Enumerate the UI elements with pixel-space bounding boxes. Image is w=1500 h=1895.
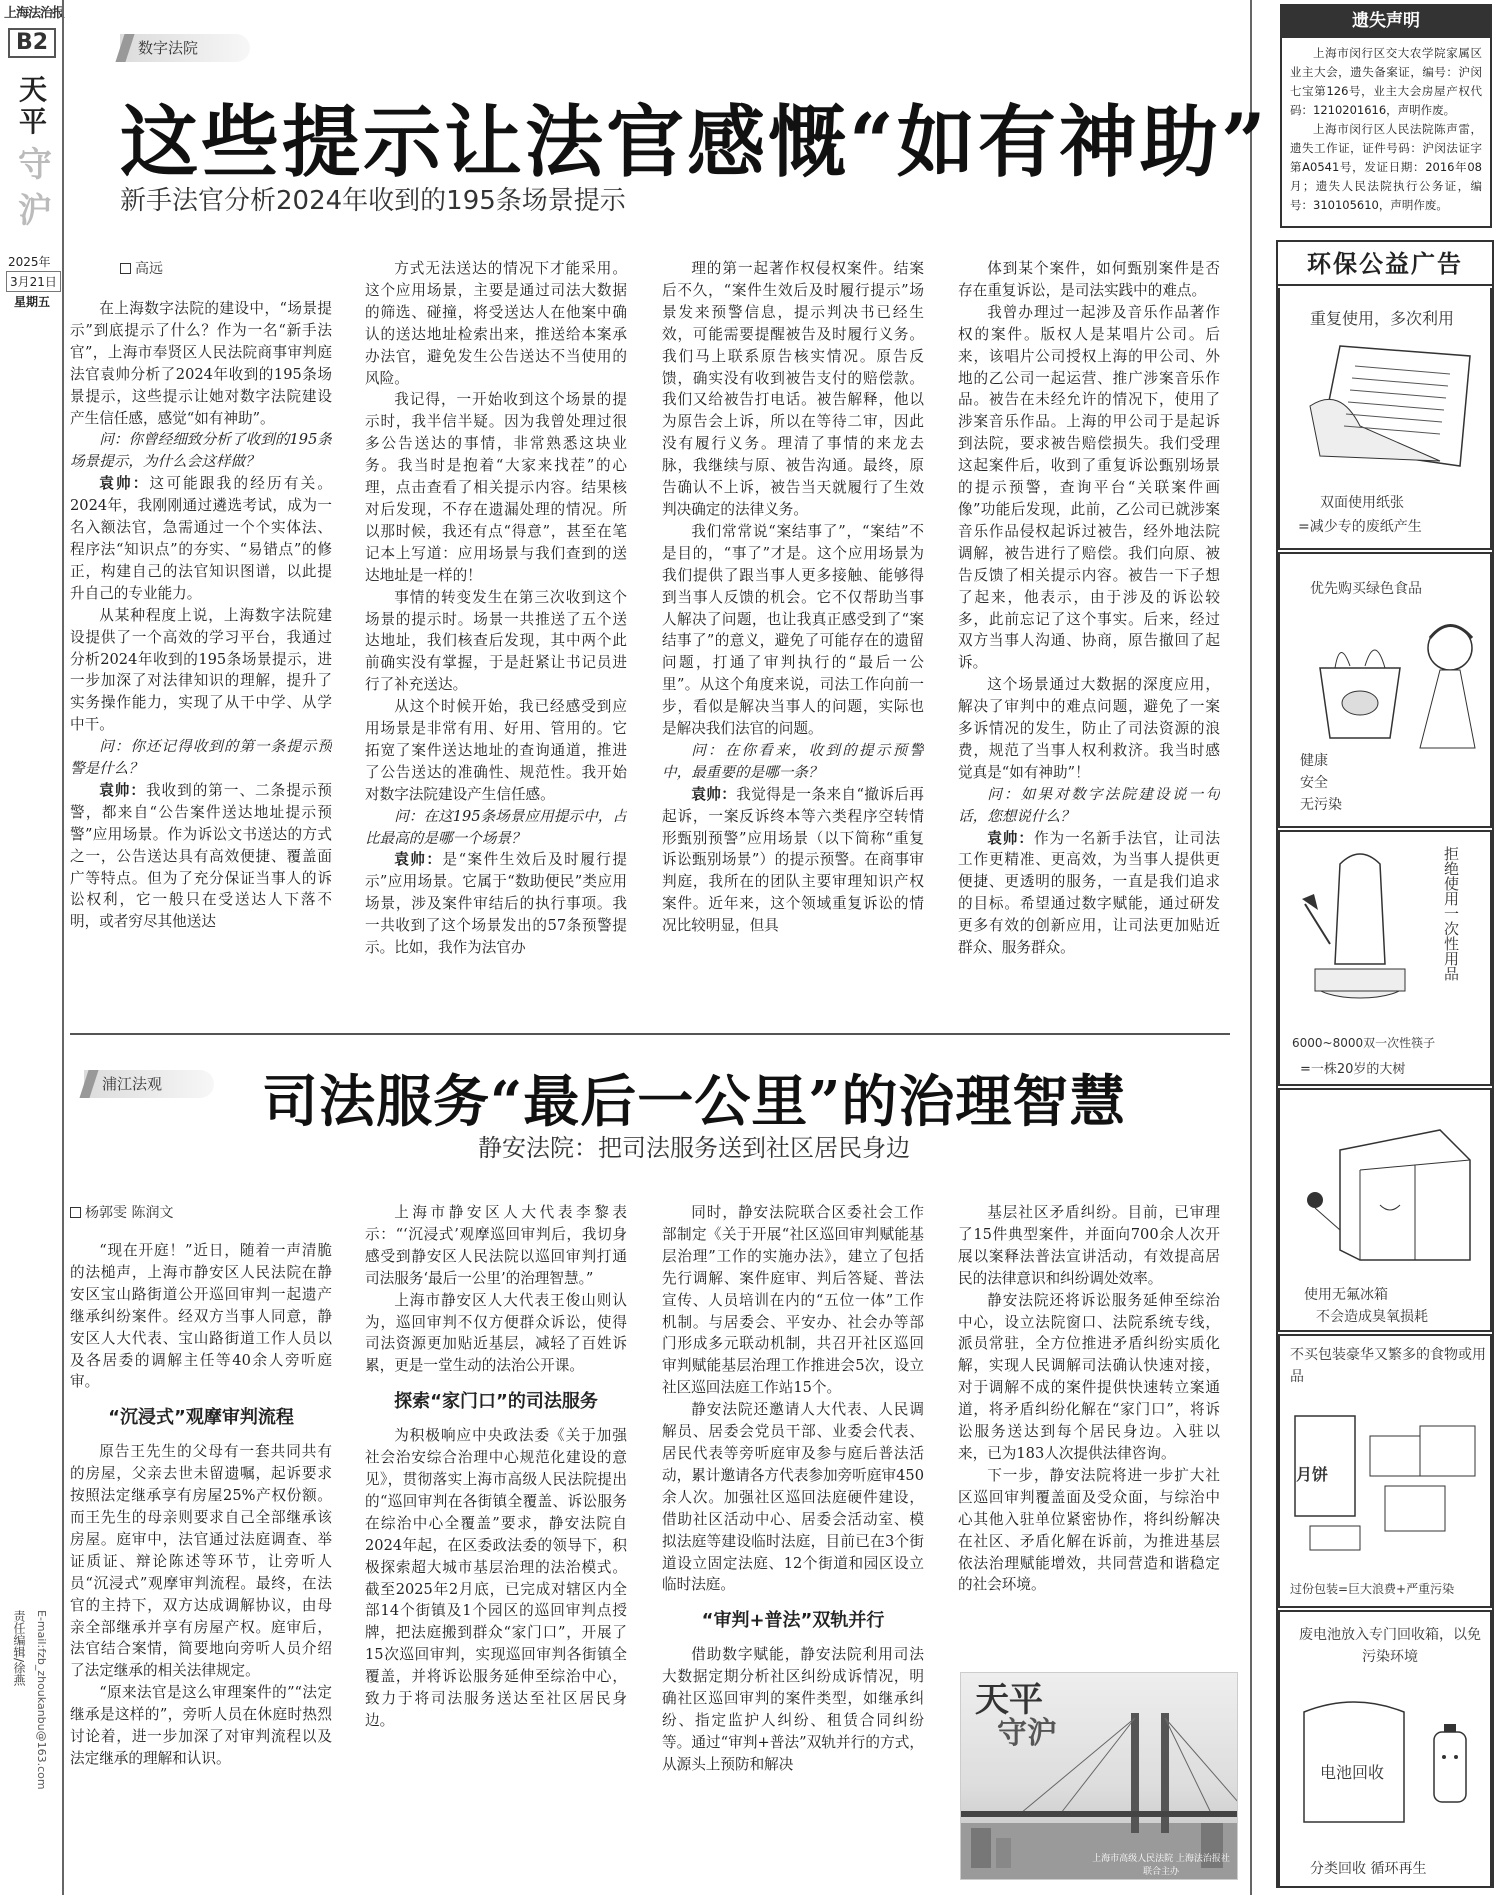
ad-panel-2-line-a: 健康 <box>1300 753 1328 769</box>
article2-column-3 <box>662 1202 924 1886</box>
paragraph: 静安法院还将诉讼服务延伸至综治中心，设立法院窗口、法院系统专线，派员常驻，全方位推进矛盾纠纷实质化解，实现人民调解司法确认快速对接，对于调解不成的案件提供快速转立案通道，将矛盾纠纷化解在“家门口”，将诉讼服务送达到每个居民身边。入驻以来，已为183人次提供法律咨询。 <box>958 1291 1220 1462</box>
article1-column-1 <box>70 298 332 1010</box>
paragraph: 上海市静安区人大代表李黎表示：“‘沉浸式’观摩巡回审判后，我切身感受到静安区人民法院以巡回审判打通司法服务‘最后一公里’的治理智慧。” <box>365 1204 627 1287</box>
ad-panel-3-heading: 拒绝使用一次性用品 <box>1442 846 1460 981</box>
fridge-icon <box>1300 1110 1480 1270</box>
ad-panel-6-caption: 分类回收 循环再生 <box>1310 1861 1427 1877</box>
issue-weekday: 星期五 <box>14 295 51 309</box>
paragraph: 基层社区矛盾纠纷。目前，已审理了15件典型案件，并面向700余人次开展以案释法普法宣讲活动，有效提高居民的法律意识和纠纷调处效率。 <box>958 1204 1220 1287</box>
article2-authors: 杨郭雯 陈润文 <box>85 1205 174 1221</box>
answer: 袁帅：是“案件生效后及时履行提示”应用场景。它属于“数助便民”类应用场景，涉及案件审结后的执行事项。我一共收到了这个场景发出的57条预警提示。比如，我作为法官办 <box>365 851 627 957</box>
question: 问：你曾经细致分析了收到的195条场景提示，为什么会这样做？ <box>70 431 332 471</box>
shopping-girl-icon <box>1310 608 1480 758</box>
paragraph: 这个场景通过大数据的深度应用，解决了审判中的难点问题，避免了一案多诉情况的发生，防止了司法资源的浪费，规范了当事人权利救济。我当时感觉真是“如有神助”！ <box>958 676 1220 781</box>
answer: 袁帅：我觉得是一条来自“撤诉后再起诉，一案反诉终本等六类程序空转情形甄别预警”应用场景（以下简称“重复诉讼甄别场景”）的提示预警。在商事审判庭，我所在的团队主要审理知识产权案件。近年来，这个领域重复诉讼的情况比较明显，但具 <box>662 785 924 935</box>
paragraph: 事情的转变发生在第三次收到这个场景的提示时。场景一共推送了五个送达地址，我们核查后发现，其中两个此前确实没有掌握，于是赶紧让书记员进行了补充送达。 <box>365 588 627 694</box>
paragraph: “现在开庭！”近日，随着一声清脆的法槌声，上海市静安区人民法院在静安区宝山路街道公开巡回审判一起遗产继承纠纷案件。经双方当事人同意，静安区人大代表、宝山路街道工作人员以及各居委的调解主任等40余人旁听庭审。 <box>70 1242 332 1391</box>
article1-column-2 <box>365 258 627 1010</box>
byline-box-icon <box>120 263 131 274</box>
tree-stump-icon <box>1300 844 1420 1024</box>
ad-panel-1-caption-a: 双面使用纸张 <box>1320 495 1404 511</box>
ad-panel-2-line-c: 无污染 <box>1300 797 1342 813</box>
answer: 袁帅：作为一名新手法官，让司法工作更精准、更高效，为当事人提供更便捷、更透明的服务，一直是我们追求的目标。希望通过数字赋能，通过研发更多有效的创新应用，让司法更加贴近群众、服务群众。 <box>958 829 1220 957</box>
paragraph: “原来法官是这么审理案件的”“法定继承是这样的”，旁听人员在休庭时热烈讨论着，进一步加深了对审判流程以及法定继承的理解和认识。 <box>70 1684 332 1767</box>
photo-logo-a: 天平 <box>975 1680 1043 1720</box>
paper-sheet-icon <box>1300 336 1480 486</box>
ad-panel-5-heading: 不买包装豪华又繁多的食物或用品 <box>1290 1347 1486 1385</box>
bridge-photo <box>960 1672 1238 1880</box>
section-title-a: 天平 <box>18 73 47 138</box>
article2-headline: 司法服务“最后一公里”的治理智慧 <box>262 1069 1127 1135</box>
paragraph: 为积极响应中央政法委《关于加强社会治安综合治理中心规范化建设的意见》，贯彻落实上海市高级人民法院提出的“巡回审判在各街镇全覆盖、诉讼服务在综治中心全覆盖”要求，静安法院自2024年起，在区委政法委的领导下，积极探索超大城市基层治理的法治模式。截至2025年2月底，已完成对辖区内全部14个街镇及1个园区的巡回审判点授牌，把法庭搬到群众“家门口”，开展了15次巡回审判，实现巡回审判各街镇全覆盖，并将诉讼服务延伸至综治中心，致力于将司法服务送达至社区居民身边。 <box>365 1427 627 1729</box>
paragraph: 方式无法送达的情况下才能采用。这个应用场景，主要是通过司法大数据的筛选、碰撞，将受送达人在他案中确认的送达地址检索出来，推送给本案承办法官，避免发生公告送达不当使用的风险。 <box>365 260 627 387</box>
page-number: B2 <box>8 28 56 58</box>
article1-column-3 <box>662 258 924 1010</box>
paragraph: 我记得，一开始收到这个场景的提示时，我半信半疑。因为我曾处理过很多公告送达的事情，非常熟悉这块业务。我当时是抱着“大家来找茬”的心理，点击查看了相关提示内容。结果核对后发现，不存在遗漏处理的情况。所以那时候，我还有点“得意”，甚至在笔记本上写道：应用场景与我们查到的送达地址是一样的！ <box>365 391 627 584</box>
question: 问：在你看来，收到的提示预警中，最重要的是哪一条？ <box>662 741 924 781</box>
ad-panel-6-heading: 废电池放入专门回收箱，以免污染环境 <box>1299 1627 1481 1665</box>
paragraph: 上海市静安区人大代表王俊山则认为，巡回审判不仅方便群众诉讼，使得司法资源更加贴近基层，减轻了百姓诉累，更是一堂生动的法治公开课。 <box>365 1291 627 1375</box>
question: 问：你还记得收到的第一条提示预警是什么？ <box>70 738 332 778</box>
ad-panel-battery <box>1278 1610 1492 1888</box>
article2-kicker <box>84 1070 214 1098</box>
photo-caption: 上海市高级人民法院 上海法治报社 联合主办 <box>1092 1854 1230 1877</box>
notice-item: 上海市闵行区交大农学院家属区业主大会，遗失备案证，编号：沪闵七宝第126号，业主大会房屋产权代码：1210201616，声明作废。 <box>1290 46 1482 117</box>
paragraph: 从这个时候开始，我已经感受到应用场景是非常有用、好用、管用的。它拓宽了案件送达地址的查询通道，推进了公告送达的准确性、规范性。我开始对数字法院建设产生信任感。 <box>365 698 627 803</box>
ad-panel-4-caption: 不会造成臭氧损耗 <box>1316 1309 1428 1325</box>
paragraph: 我们常常说“案结事了”，“案结”不是目的，“事了”才是。这个应用场景为我们提供了跟当事人更多接触、能够得到当事人反馈的机会。它不仅帮助当事人解决了问题，也让我真正感受到了“案结事了”的意义，避免了可能存在的遗留问题，打通了审判执行的“最后一公里”。从这个角度来说，司法工作向前一步，看似是解决当事人的问题，实际也是解决我们法官的问题。 <box>662 522 924 738</box>
paragraph: 下一步，静安法院将进一步扩大社区巡回审判覆盖面及受众面，与综治中心其他入驻单位紧密协作，将纠纷解决在社区、矛盾化解在诉前，为推进基层依法治理赋能增效，共同营造和谐稳定的社会环境。 <box>958 1466 1220 1594</box>
article2-column-2 <box>365 1202 627 1886</box>
section-title-b: 守沪 <box>18 145 52 231</box>
notice-item: 上海市闵行区人民法院陈声雷，遗失工作证，证件号码：沪闵法证字第A0541号，发证日期：2016年08月；遗失人民法院执行公务证，编号：310105610，声明作废。 <box>1290 122 1482 212</box>
subheading: “沉浸式”观摩审判流程 <box>108 1407 294 1429</box>
editor-credit: 责任编辑/徐燕 <box>12 1610 26 1687</box>
article2-kicker-text: 浦江法观 <box>102 1075 163 1093</box>
article1-author: 高远 <box>135 261 163 277</box>
paragraph: 借助数字赋能，静安法院利用司法大数据定期分析社区纠纷成诉情况，明确社区巡回审判的案件类型，如继承纠纷、指定监护人纠纷、租赁合同纠纷等。通过“审判+普法”双轨并行的方式，从源头上预防和解决 <box>662 1646 924 1773</box>
ad-panel-4-heading: 使用无氟冰箱 <box>1304 1287 1388 1303</box>
article2-byline <box>70 1202 173 1222</box>
ad-panel-3-caption-b: =一株20岁的大树 <box>1300 1062 1406 1077</box>
lost-notice <box>1280 38 1492 228</box>
ad-panel-2-line-b: 安全 <box>1300 775 1328 791</box>
article2-subhead: 静安法院：把司法服务送到社区居民身边 <box>478 1134 910 1162</box>
article2-column-1 <box>70 1240 332 1886</box>
ad-panel-6-bin-label: 电池回收 <box>1320 1763 1385 1782</box>
ad-panel-5-label: 月饼 <box>1296 1465 1329 1484</box>
answer: 袁帅：我收到的第一、二条提示预警，都来自“公告案件送达地址提示预警”应用场景。作为诉讼文书送达的方式之一，公告送达具有高效便捷、覆盖面广等特点。但为了充分保证当事人的诉讼权利，它一般只在受送达人下落不明，或者穷尽其他送达 <box>70 781 332 931</box>
ad-panel-2-heading: 优先购买绿色食品 <box>1310 581 1422 597</box>
notice-title: 遗失声明 <box>1280 4 1492 38</box>
article1-kicker-text: 数字法院 <box>138 39 199 57</box>
paragraph: 我曾办理过一起涉及音乐作品著作权的案件。版权人是某唱片公司。后来，该唱片公司授权上海的甲公司、外地的乙公司一起运营、推广涉案音乐作品。被告在未经允许的情况下，使用了涉案音乐作品。上海的甲公司于是起诉到法院，要求被告赔偿损失。我们受理这起案件后，收到了重复诉讼甄别场景的提示预警，查询平台“关联案件画像”功能后发现，此前，乙公司已就涉案音乐作品侵权起诉过被告，经外地法院调解，被告进行了赔偿。我们向原、被告反馈了相关提示内容。被告一下子想了起来，他表示，由于涉及的诉讼较多，此前忘记了这个事实。后来，经过双方当事人沟通、协商，原告撤回了起诉。 <box>958 303 1220 672</box>
article1-column-4 <box>958 258 1220 1010</box>
article2-column-4 <box>958 1202 1220 1662</box>
byline-box-icon <box>70 1207 81 1218</box>
ad-panel-paper <box>1278 288 1492 550</box>
ad-panel-packaging <box>1278 1334 1492 1608</box>
paragraph: 同时，静安法院联合区委社会工作部制定《关于开展“社区巡回审判赋能基层治理”工作的实施办法》，建立了包括先行调解、案件庭审、判后答疑、普法宣传、人员培训在内的“五位一体”工作机制。与居委会、平安办、社会办等部门形成多元联动机制，共召开社区巡回审判赋能基层治理工作推进会5次，设立社区巡回法庭工作站15个。 <box>662 1204 924 1397</box>
question: 问：在这195条场景应用提示中，占比最高的是哪一个场景？ <box>365 807 627 847</box>
answer: 袁帅：这可能跟我的经历有关。2024年，我刚刚通过遴选考试，成为一名入额法官，急需通过一个个实体法、程序法“知识点”的夯实、“易错点”的修正，构建自己的法官知识图谱，以此提升自己的专业能力。 <box>70 475 332 602</box>
article1-kicker <box>120 34 250 62</box>
paragraph: 理的第一起著作权侵权案件。结案后不久，“案件生效后及时履行提示”场景发来预警信息，提示判决书已经生效，可能需要提醒被告及时履行义务。我们马上联系原告核实情况。原告反馈，确实没有收到被告支付的赔偿款。我们又给被告打电话。被告解释，他以为原告会上诉，所以在等待二审，因此没有履行义务。理清了事情的来龙去脉，我继续与原、被告沟通。最终，原告确认不上诉，被告当天就履行了生效判决确定的法律义务。 <box>662 260 924 518</box>
article1-byline <box>120 258 163 278</box>
ad-panel-fridge <box>1278 1088 1492 1332</box>
ad-panel-chopsticks <box>1278 830 1492 1086</box>
ad-panel-food <box>1278 552 1492 828</box>
page-margin <box>0 0 70 1895</box>
paragraph: 从某种程度上说，上海数字法院建设提供了一个高效的学习平台，我通过分析2024年收到的195条场景提示，进一步加深了对法律知识的理解，提升了实务操作能力，实现了从干中学、从学中干。 <box>70 606 332 734</box>
paragraph: 原告王先生的父母有一套共同共有的房屋，父亲去世未留遗嘱，起诉要求按照法定继承享有房屋25%产权份额。而王先生的母亲则要求自己全部继承该房屋。庭审中，法官通过法庭调查、举证质证、辩论陈述等环节，让旁听人员“沉浸式”观摩审判流程。最终，在法官的主持下，双方达成调解协议，由母亲全部继承并享有房屋产权。庭审后，法官结合案情，简要地向旁听人员介绍了法定继承的相关法律规定。 <box>70 1443 332 1680</box>
ad-panel-5-caption: 过份包装=巨大浪费+严重污染 <box>1290 1582 1455 1596</box>
subheading: 探索“家门口”的司法服务 <box>394 1391 598 1413</box>
ad-title: 环保公益广告 <box>1276 244 1494 286</box>
issue-date: 3月21日 <box>6 271 61 292</box>
paper-name: 上海法治报 <box>4 6 65 21</box>
ad-panel-1-heading: 重复使用，多次利用 <box>1310 309 1455 328</box>
paragraph: 在上海数字法院的建设中，“场景提示”到底提示了什么？作为一名“新手法官”，上海市奉贤区人民法院商事审判庭法官袁帅分析了2024年收到的195条场景提示，这些提示让她对数字法院建设产生信任感，感觉“如有神助”。 <box>70 300 332 427</box>
ad-panel-1-caption-b: =减少专的废纸产生 <box>1298 519 1422 535</box>
paragraph: 体到某个案件，如何甄别案件是否存在重复诉讼，是司法实践中的难点。 <box>958 260 1220 299</box>
battery-bin-icon <box>1294 1682 1484 1832</box>
section-divider <box>70 1033 1230 1035</box>
paragraph: 静安法院还邀请人大代表、人民调解员、居委会党员干部、业委会代表、居民代表等旁听庭审及参与庭后普法活动，累计邀请各方代表参加旁听庭审450余人次。加强社区巡回法庭硬件建设，借助社区活动中心、居委会活动室、模拟法庭等建设临时法庭，目前已在3个街道设立固定法庭、12个街道和园区设立临时法庭。 <box>662 1401 924 1594</box>
subheading: “审判+普法”双轨并行 <box>701 1610 885 1632</box>
issue-year: 2025年 <box>8 255 51 269</box>
ad-panel-3-caption-a: 6000~8000双一次性筷子 <box>1292 1036 1436 1050</box>
question: 问：如果对数字法院建设说一句话，您想说什么？ <box>958 785 1220 825</box>
article1-subhead: 新手法官分析2024年收到的195条场景提示 <box>120 186 626 216</box>
editor-email[interactable]: E-mail:fzb_zhoukanbu@163.com <box>35 1610 48 1790</box>
article1-headline: 这些提示让法官感慨“如有神助” <box>120 97 1269 188</box>
photo-logo-b: 守沪 <box>997 1716 1057 1751</box>
